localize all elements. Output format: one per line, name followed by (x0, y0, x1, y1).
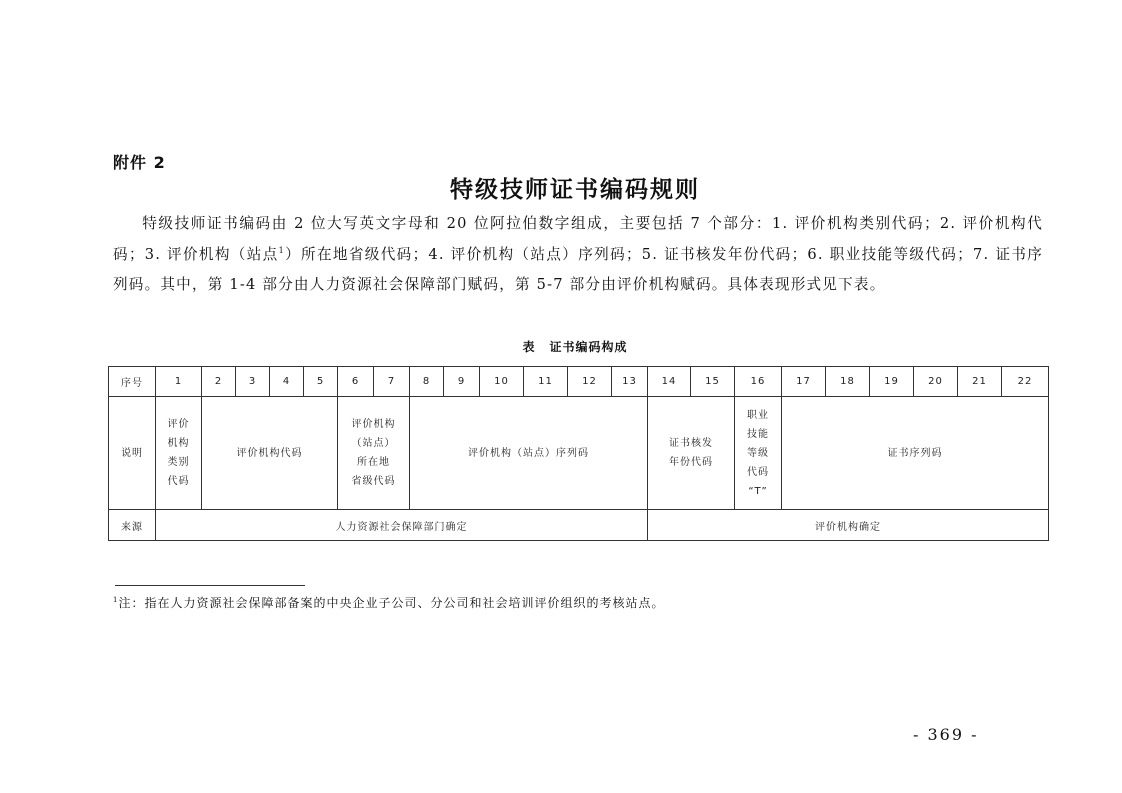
part-cell-issue-year: 证书核发 年份代码 (648, 397, 735, 510)
source-label-cell: 来源 (109, 510, 156, 541)
position-cell: 2 (202, 367, 236, 397)
table-caption-text: 证书编码构成 (549, 340, 628, 354)
position-cell: 1 (156, 367, 202, 397)
position-cell: 20 (914, 367, 958, 397)
footnote-divider (115, 585, 305, 586)
part-cell-institution-code: 评价机构代码 (202, 397, 338, 510)
part-cell-skill-level: 职业 技能 等级 代码 “T” (735, 397, 782, 510)
footnote (113, 594, 664, 611)
code-structure-table (108, 366, 1049, 541)
table-description-row (109, 397, 1049, 510)
position-cell: 6 (338, 367, 374, 397)
position-cell: 16 (735, 367, 782, 397)
intro-paragraph (113, 209, 1043, 301)
position-cell: 10 (480, 367, 524, 397)
table-header-row (109, 367, 1049, 397)
position-cell: 15 (691, 367, 735, 397)
page-number: - 369 - (913, 725, 979, 744)
description-label-cell: 说明 (109, 397, 156, 510)
position-cell: 17 (782, 367, 826, 397)
position-cell: 18 (826, 367, 870, 397)
part-cell-institution-category: 评价 机构 类别 代码 (156, 397, 202, 510)
position-cell: 14 (648, 367, 691, 397)
position-cell: 7 (374, 367, 410, 397)
attachment-label: 附件 2 (113, 153, 166, 172)
position-cell: 19 (870, 367, 914, 397)
footnote-marker: 1 (278, 245, 285, 255)
table-source-row (109, 510, 1049, 541)
header-label-cell: 序号 (109, 367, 156, 397)
part-cell-site-sequence: 评价机构（站点）序列码 (410, 397, 648, 510)
position-cell: 13 (612, 367, 648, 397)
document-title: 特级技师证书编码规则 (450, 177, 700, 203)
position-cell: 5 (304, 367, 338, 397)
table-caption (0, 338, 1122, 355)
source-cell-institution: 评价机构确定 (648, 510, 1049, 541)
footnote-text: 注：指在人力资源社会保障部备案的中央企业子公司、分公司和社会培训评价组织的考核站点。 (118, 596, 665, 610)
position-cell: 11 (524, 367, 568, 397)
source-cell-hr-department: 人力资源社会保障部门确定 (156, 510, 648, 541)
position-cell: 4 (270, 367, 304, 397)
position-cell: 3 (236, 367, 270, 397)
part-cell-province-code: 评价机构 （站点） 所在地 省级代码 (338, 397, 410, 510)
position-cell: 12 (568, 367, 612, 397)
position-cell: 8 (410, 367, 444, 397)
part-cell-certificate-sequence: 证书序列码 (782, 397, 1049, 510)
footnote-number: 1 (113, 596, 119, 604)
table-caption-prefix: 表 (522, 340, 536, 354)
position-cell: 21 (958, 367, 1002, 397)
position-cell: 22 (1002, 367, 1049, 397)
intro-text-part1: 特级技师证书编码由 2 位大写英文字母和 20 位阿拉伯数字组成，主要包括 7 个部分：1. 评价机构类别代码；2. 评价机构代码；3. 评价机构（站点 (113, 215, 1043, 263)
intro-text-part2: ）所在地省级代码；4. 评价机构（站点）序列码；5. 证书核发年份代码；6. 职业技能等级代码；7. 证书序列码。其中，第 1-4 部分由人力资源社会保障部门赋码，第 5-7 部分由评价机构赋码。具体表现形式见下表。 (113, 245, 1044, 293)
position-cell: 9 (444, 367, 480, 397)
